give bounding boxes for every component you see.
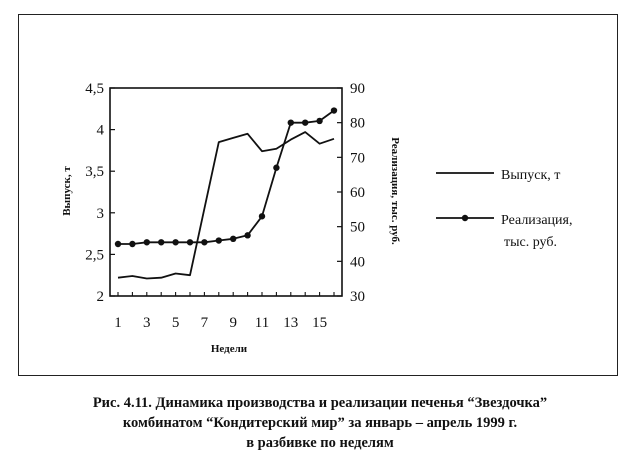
caption-line-1: Рис. 4.11. Динамика производства и реализации печенья “Звездочка”: [92, 395, 548, 411]
figure-caption: [0, 393, 640, 453]
right-tick-label: 90: [350, 81, 365, 97]
series-1-point: [230, 236, 236, 242]
left-tick-label: 3,5: [85, 164, 104, 181]
series-1-point: [201, 239, 207, 245]
series-layer: [115, 107, 337, 278]
series-1-point: [187, 239, 193, 245]
right-tick-label: 60: [350, 185, 365, 201]
series-1-point: [129, 241, 135, 247]
right-tick-label: 70: [350, 150, 365, 167]
x-tick-label: 15: [312, 315, 328, 331]
right-tick-label: 40: [350, 254, 365, 271]
left-tick-label: 4,5: [85, 81, 104, 97]
series-1-point: [158, 239, 164, 245]
series-1-point: [172, 239, 178, 245]
legend-label-output: Выпуск, т: [501, 168, 561, 183]
series-line-0: [118, 132, 334, 278]
x-tick-label: 11: [254, 315, 270, 331]
x-tick-label: 5: [171, 315, 180, 331]
plot-area: [110, 88, 342, 296]
x-axis-ticks: [114, 292, 334, 331]
legend: [436, 168, 572, 250]
right-tick-label: 50: [350, 219, 365, 236]
series-1-point: [144, 239, 150, 245]
x-tick-label: 1: [114, 315, 122, 331]
right-tick-label: 30: [350, 289, 365, 305]
caption-line-3: в разбивке по неделям: [246, 435, 394, 451]
y-axis-left-label: Выпуск, т: [61, 166, 73, 216]
x-tick-label: 3: [143, 315, 151, 331]
series-1-point: [259, 213, 265, 219]
plot-border: [110, 88, 342, 296]
series-1-point: [331, 107, 337, 113]
series-1-point: [316, 118, 322, 124]
right-tick-label: 80: [350, 115, 365, 132]
series-line-1: [118, 111, 334, 245]
y-axis-right-label: Реализация, тыс. руб.: [389, 137, 401, 245]
series-1-point: [288, 119, 294, 125]
legend-label-sales-line2: тыс. руб.: [504, 235, 557, 250]
left-tick-label: 4: [96, 122, 104, 139]
legend-marker-sales: [462, 215, 468, 221]
left-tick-label: 2: [96, 289, 104, 305]
legend-label-sales-line1: Реализация,: [501, 213, 573, 228]
x-axis-label: Недели: [210, 343, 248, 355]
left-tick-label: 3: [96, 205, 104, 222]
series-1-point: [302, 119, 308, 125]
x-tick-label: 13: [283, 315, 299, 331]
caption-line-2: комбинатом “Кондитерский мир” за январь – апрель 1999 г.: [122, 415, 518, 431]
x-tick-label: 7: [200, 315, 209, 331]
series-1-point: [115, 241, 121, 247]
x-tick-label: 9: [229, 315, 237, 331]
series-1-point: [216, 237, 222, 243]
left-tick-label: 2,5: [85, 247, 104, 264]
series-1-point: [273, 165, 279, 171]
series-1-point: [244, 232, 250, 238]
